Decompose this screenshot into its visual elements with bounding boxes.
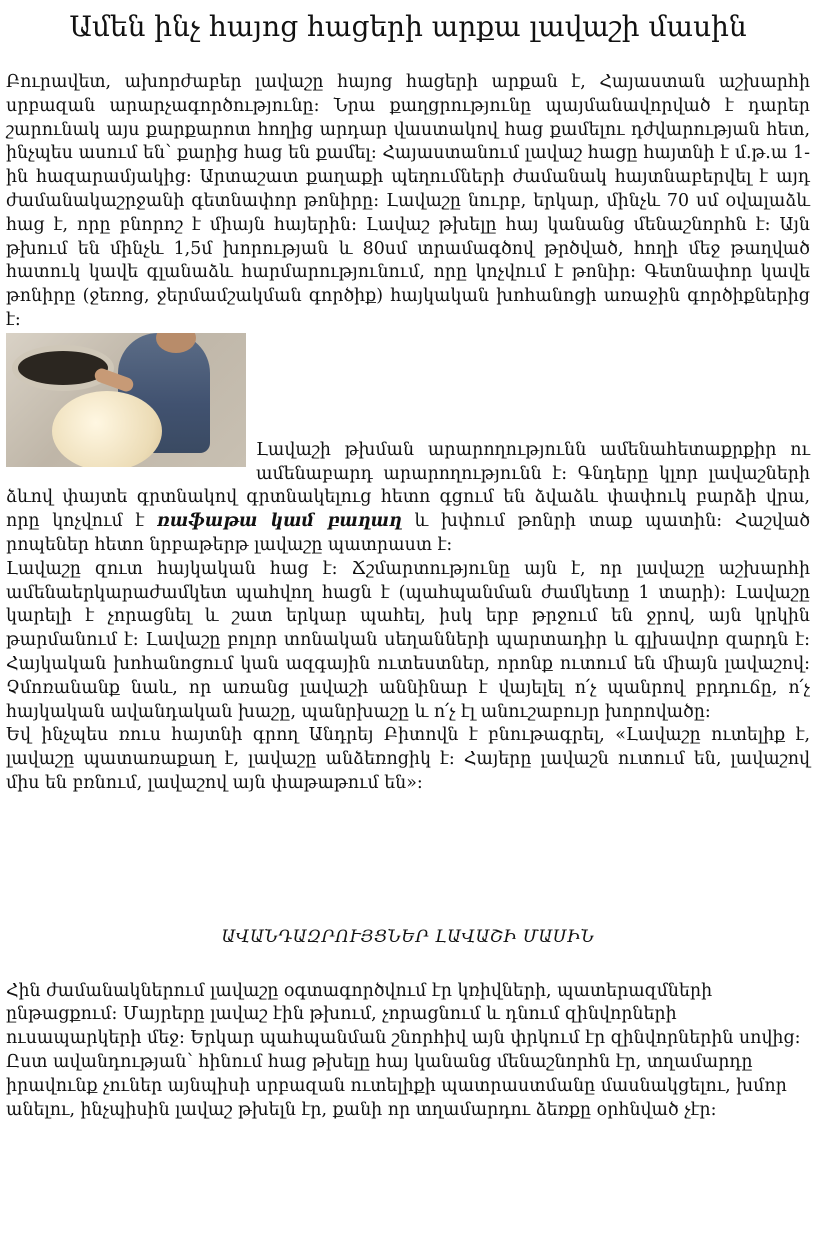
paragraph-baking-term: ռաֆաթա կամ բաղաղ [157, 511, 402, 532]
paragraph-legend-war: Հին ժամանակներում լավաշը օգտագործվում էր կռիվների, պատերազմների ընթացքում: Մայրերը լավաշ էին թխում, չորացնում և դնում զինվորների ուսապարկերի մեջ: Երկար պահպանման շնորհիվ այն փրկում էր զինվորներին սովից: [6, 980, 801, 1049]
lavash-photo [6, 333, 246, 467]
article-body [6, 71, 810, 1122]
page-title: Ամեն ինչ հայոց հացերի արքա լավաշի մասին [69, 10, 747, 43]
paragraph-armenian-bread: Լավաշը զուտ հայկական հաց է: Ճշմարտությունը այն է, որ լավաշը աշխարհի ամենաերկարաժամկետ պահվող հացն է (պահպանման ժամկետը 1 տարի): Լավաշը կարելի է չորացնել և շատ երկար պահել, իսկ երբ թրջում են ջրով, այն կրկին թարմանում է: Լավաշը բոլոր տոնական սեղանների պարտադիր և գլխավոր զարդն է: Հայկական խոհանոցում կան ազգային ուտեստներ, որոնք ուտում են միայն լավաշով: Չմոռանանք նաև, որ առանց լավաշի աննինար է վայելել ո՛չ պանրով բրդուճը, ո՛չ հայկական ավանդական խաշը, պանրխաշը և ո՛չ էլ անուշաբույր խորովածը: [6, 558, 810, 722]
paragraph-intro: Բուրավետ, ախորժաբեր լավաշը հայոց հացերի արքան է, Հայաստան աշխարհի սրբազան արարչագործությունը: Նրա քաղցրությունը պայմանավորված է դարեր շարունակ այս քարքարոտ հողից արդար վաստակով հաց քամելու դժվարության հետ, ինչպես ասում են՝ քարից հաց են քամել: Հայաստանում լավաշ հացը հայտնի է մ.թ.ա 1-ին հազարամյակից: Արտաշատ քաղաքի պեղումների ժամանակ հայտնաբերվել է այդ ժամանակաշրջանի գետնափոր թոնիրը: Լավաշը նուրբ, երկար, մինչև 70 սմ օվալաձև հաց է, որը բնորոշ է միայն հայերին: Լավաշ թխելը հայ կանանց մենաշնորհն է: Այն թխում են մինչև 1,5մ խորության և 80սմ տրամագծով թրծված, հողի մեջ թաղված հատուկ կավե գլանաձև հարմարությունում, որը կոչվում է թոնիր: Գետնափոր կավե թոնիրը (ջեռոց, ջերմամշակման գործիք) հայկական խոհանոցի առաջին գործիքներից է: [6, 72, 810, 330]
paragraph-baking-start: Լավաշի թխման արարողությունն ամենահետաքրքիր ու ամենաբարդ արարողությունն է: Գնդերը կլոր լավաշների ձևով փայտե գրտնակով գրտնակելուց հետո գցում են ձվաձև փափուկ բարձի վրա, որը կոչվում է [6, 439, 810, 532]
dough-pillow [52, 391, 162, 467]
section-title: ԱՎԱՆԴԱԶՐՈՒՅՑՆԵՐ ԼԱՎԱՇԻ ՄԱՍԻՆ [221, 926, 595, 947]
paragraph-quote: Եվ ինչպես ռուս հայտնի գրող Անդրեյ Բիտովն է բնութագրել, «Լավաշը ուտելիք է, լավաշը պատառաքաղ է, լավաշը անձեռոցիկ է: Հայերը լավաշն ուտում են, լավաշով միս են բռնում, լավաշով այն փաթաթում են»: [6, 725, 810, 793]
paragraph-legend-women: Ըստ ավանդության՝ հինում հաց թխելը հայ կանանց մենաշնորհն էր, տղամարդը իրավունք չուներ այնպիսի սրբազան ուտելիքի պատրաստմանը մասնակցելու, խմոր անելու, ինչպիսին լավաշ թխելն էր, քանի որ տղամարդու ձեռքը օրհնված չէր: [6, 1051, 787, 1120]
paragraph-baking-end: և խփում թոնրի տաք պատին: Հաշված րոպեներ հետո նրբաթերթ լավաշը պատրաստ է: [6, 511, 811, 555]
